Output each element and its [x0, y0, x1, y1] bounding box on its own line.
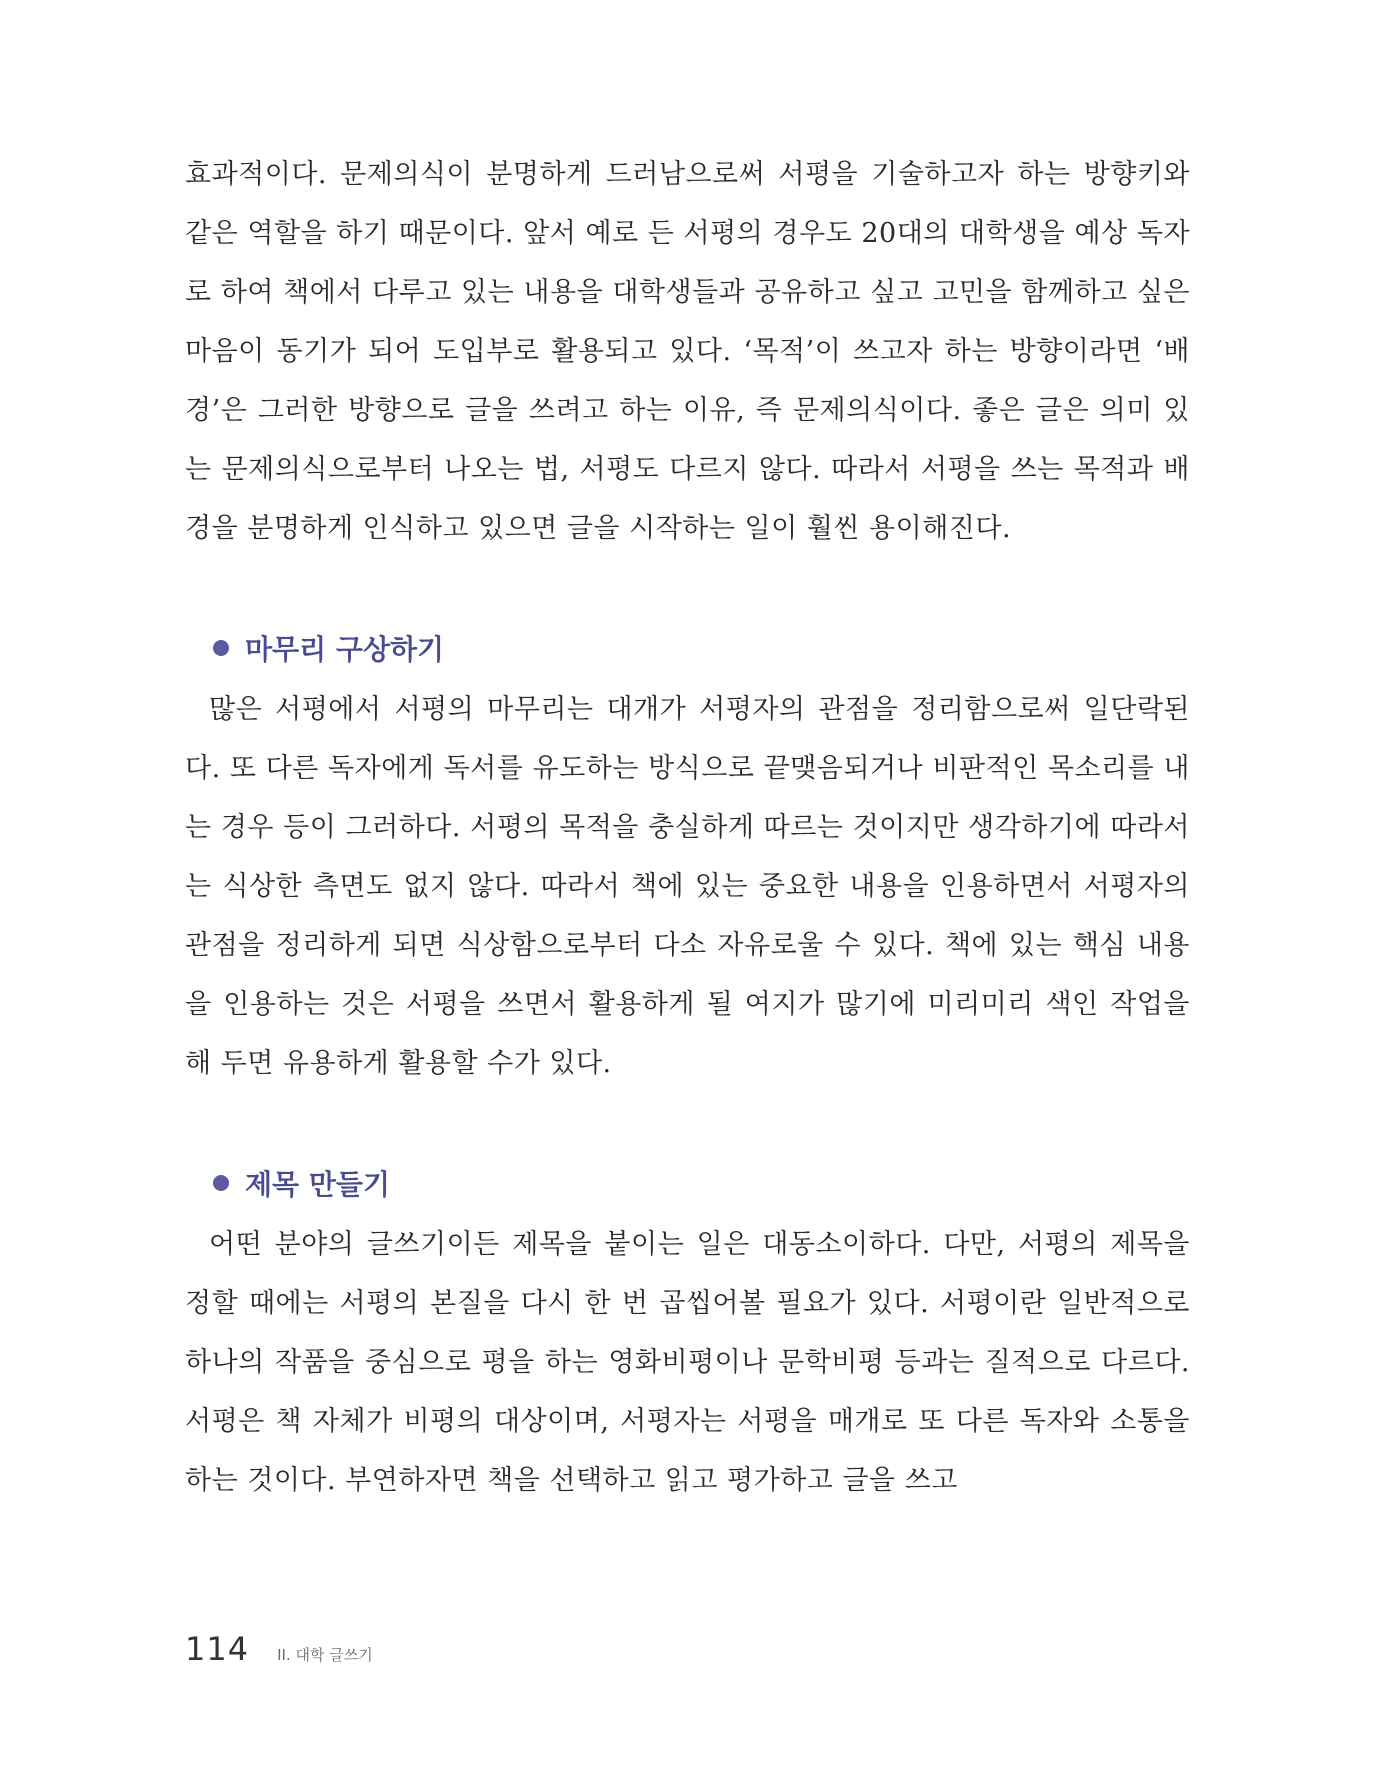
title-paragraph: 어떤 분야의 글쓰기이든 제목을 붙이는 일은 대동소이하다. 다만, 서평의 제목을 정할 때에는 서평의 본질을 다시 한 번 곱씹어볼 필요가 있다. 서평이란 일반적으로 하나의 작품을 중심으로 평을 하는 영화비평이나 문학비평 등과는 질적으로 다르다. 서평은 책 자체가 비평의 대상이며, 서평자는 서평을 매개로 또 다른 독자와 소통을 하는 것이다. 부연하자면 책을 선택하고 읽고 평가하고 글을 쓰고	[185, 1229, 1190, 1496]
bullet-icon	[213, 640, 229, 656]
section-heading-text: 마무리 구상하기	[245, 633, 445, 666]
intro-paragraph: 효과적이다. 문제의식이 분명하게 드러남으로써 서평을 기술하고자 하는 방향키와 같은 역할을 하기 때문이다. 앞서 예로 든 서평의 경우도 20대의 대학생을 예상 독자로 하여 책에서 다루고 있는 내용을 대학생들과 공유하고 싶고 고민을 함께하고 싶은 마음이 동기가 되어 도입부로 활용되고 있다. ‘목적’이 쓰고자 하는 방향이라면 ‘배경’은 그러한 방향으로 글을 쓰려고 하는 이유, 즉 문제의식이다. 좋은 글은 의미 있는 문제의식으로부터 나오는 법, 서평도 다르지 않다. 따라서 서평을 쓰는 목적과 배경을 분명하게 인식하고 있으면 글을 시작하는 일이 훨씬 용이해진다.	[185, 159, 1190, 544]
page-content	[185, 145, 1190, 1510]
closing-paragraph: 많은 서평에서 서평의 마무리는 대개가 서평자의 관점을 정리함으로써 일단락된다. 또 다른 독자에게 독서를 유도하는 방식으로 끝맺음되거나 비판적인 목소리를 내는 경우 등이 그러하다. 서평의 목적을 충실하게 따르는 것이지만 생각하기에 따라서는 식상한 측면도 없지 않다. 따라서 책에 있는 중요한 내용을 인용하면서 서평자의 관점을 정리하게 되면 식상함으로부터 다소 자유로울 수 있다. 책에 있는 핵심 내용을 인용하는 것은 서평을 쓰면서 활용하게 될 여지가 많기에 미리미리 색인 작업을 해 두면 유용하게 활용할 수가 있다.	[185, 694, 1190, 1079]
section-heading-closing	[185, 628, 1190, 668]
page-number: 114	[185, 1630, 250, 1668]
section-heading-title	[185, 1163, 1190, 1203]
page-footer	[185, 1630, 373, 1668]
chapter-label: II. 대학 글쓰기	[277, 1646, 373, 1664]
section-heading-text: 제목 만들기	[245, 1168, 390, 1201]
bullet-icon	[213, 1175, 229, 1191]
